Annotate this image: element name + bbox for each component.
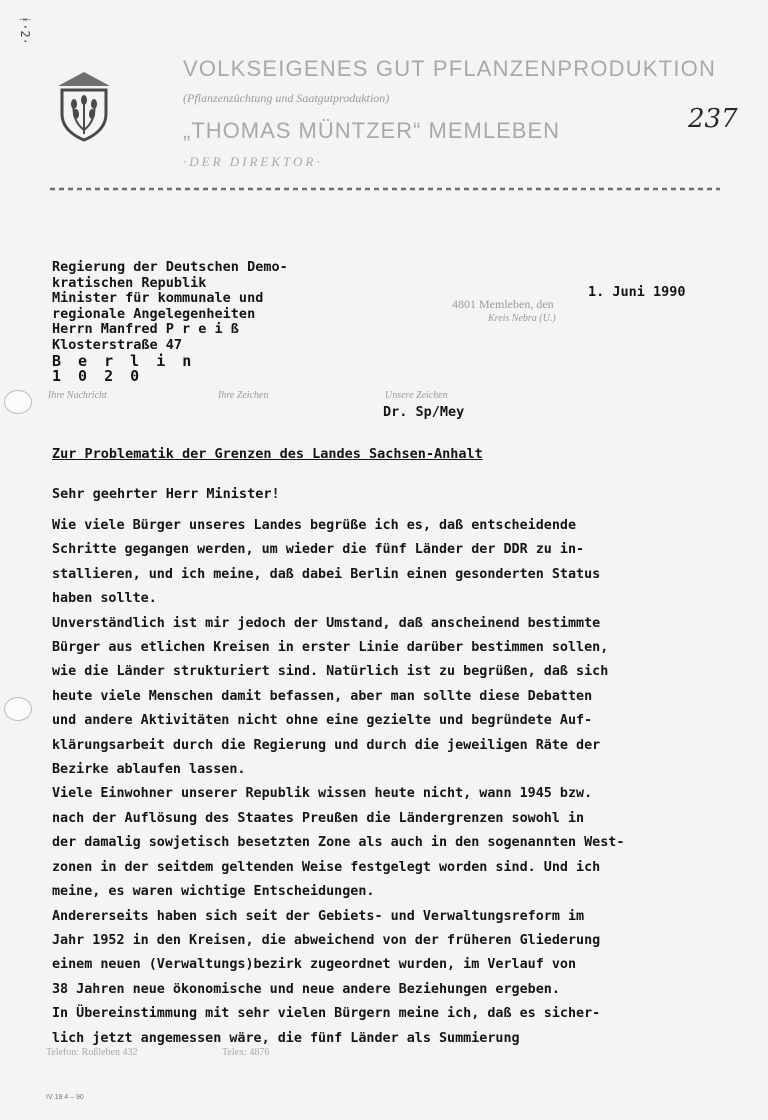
body-line: meine, es waren wichtige Entscheidungen. bbox=[52, 884, 375, 900]
recipient-line: regionale Angelegenheiten bbox=[52, 305, 256, 322]
salutation: Sehr geehrter Herr Minister! bbox=[52, 486, 280, 502]
label-ihre-zeichen: Ihre Zeichen bbox=[218, 390, 269, 401]
letterhead-title: VOLKSEIGENES GUT PFLANZENPRODUKTION bbox=[183, 56, 717, 81]
recipient-line: Klosterstraße 47 bbox=[52, 336, 183, 353]
letter-date: 1. Juni 1990 bbox=[588, 284, 686, 300]
letterhead-divider bbox=[50, 186, 720, 192]
body-line: und andere Aktivitäten nicht ohne eine gezielte und begründete Auf- bbox=[52, 713, 593, 729]
recipient-line: Herrn Manfred P r e i ß bbox=[52, 321, 239, 338]
body-line: Andererseits haben sich seit der Gebiets- und Verwaltungsreform im bbox=[52, 908, 585, 924]
letterhead-name: „THOMAS MÜNTZER“ MEMLEBEN bbox=[183, 118, 560, 143]
archive-number: 237 bbox=[688, 104, 738, 134]
recipient-line: 1 0 2 0 bbox=[52, 367, 144, 386]
label-unsere-zeichen: Unsere Zeichen bbox=[385, 390, 448, 401]
footer-telefon: Telefon: Roßleben 432 bbox=[46, 1047, 138, 1058]
recipient-line: Minister für kommunale und bbox=[52, 290, 264, 307]
corner-mark: ᚼ·2· bbox=[18, 16, 32, 45]
our-reference: Dr. Sp/Mey bbox=[383, 404, 465, 420]
body-line: klärungsarbeit durch die Regierung und durch die jeweiligen Räte der bbox=[52, 737, 601, 753]
body-line: Wie viele Bürger unseres Landes begrüße ich es, daß entscheidende bbox=[52, 518, 577, 533]
recipient-line: B e r l i n bbox=[52, 351, 196, 370]
body-line: 38 Jahren neue ökonomische und neue andere Beziehungen ergeben. bbox=[52, 981, 560, 997]
wheat-shield-logo bbox=[54, 70, 114, 142]
letter-body bbox=[52, 514, 752, 1051]
body-line: Bürger aus etlichen Kreisen in erster Linie darüber bestimmen sollen, bbox=[52, 640, 609, 656]
recipient-line: kratischen Republik bbox=[52, 274, 207, 291]
letterhead-director: ·DER DIREKTOR· bbox=[183, 154, 323, 169]
body-line: Bezirke ablaufen lassen. bbox=[52, 762, 246, 778]
body-line: einem neuen (Verwaltungs)bezirk zugeordnet wurden, im Verlauf von bbox=[52, 957, 577, 973]
body-line: stallieren, und ich meine, daß dabei Berlin einen gesonderten Status bbox=[52, 566, 601, 582]
recipient-line: Regierung der Deutschen Demo- bbox=[52, 259, 288, 275]
label-ihre-nachricht: Ihre Nachricht bbox=[48, 390, 107, 401]
body-line: Jahr 1952 in den Kreisen, die abweichend von der früheren Gliederung bbox=[52, 932, 601, 948]
body-line: In Übereinstimmung mit sehr vielen Bürgern meine ich, daß es sicher- bbox=[52, 1006, 601, 1022]
body-line: der damalig sowjetisch besetzten Zone als auch in den sogenannten West- bbox=[52, 835, 625, 851]
recipient-address bbox=[52, 260, 288, 385]
body-line: wie die Länder strukturiert sind. Natürlich ist zu begrüßen, daß sich bbox=[52, 664, 609, 680]
place-label: 4801 Memleben, den bbox=[452, 297, 554, 311]
district-label: Kreis Nebra (U.) bbox=[488, 313, 556, 324]
body-line: heute viele Menschen damit befassen, aber man sollte diese Debatten bbox=[52, 688, 593, 704]
body-line: lich jetzt angemessen wäre, die fünf Länder als Summierung bbox=[52, 1030, 520, 1046]
form-code: IV 19 4 – 90 bbox=[46, 1094, 84, 1101]
body-line: haben sollte. bbox=[52, 591, 157, 607]
body-line: zonen in der seitdem geltenden Weise festgelegt worden sind. Und ich bbox=[52, 859, 601, 875]
subject-line: Zur Problematik der Grenzen des Landes Sachsen-Anhalt bbox=[52, 446, 483, 462]
footer-telex: Telex: 4876 bbox=[222, 1047, 270, 1058]
punch-hole bbox=[4, 697, 32, 721]
body-line: Schritte gegangen werden, um wieder die fünf Länder der DDR zu in- bbox=[52, 542, 585, 558]
punch-hole bbox=[4, 390, 32, 414]
body-line: nach der Auflösung des Staates Preußen die Ländergrenzen sowohl in bbox=[52, 810, 585, 826]
body-line: Unverständlich ist mir jedoch der Umstand, daß anscheinend bestimmte bbox=[52, 615, 601, 631]
body-line: Viele Einwohner unserer Republik wissen heute nicht, wann 1945 bzw. bbox=[52, 786, 593, 802]
letterhead-subtitle: (Pflanzenzüchtung und Saatgutproduktion) bbox=[183, 91, 390, 105]
